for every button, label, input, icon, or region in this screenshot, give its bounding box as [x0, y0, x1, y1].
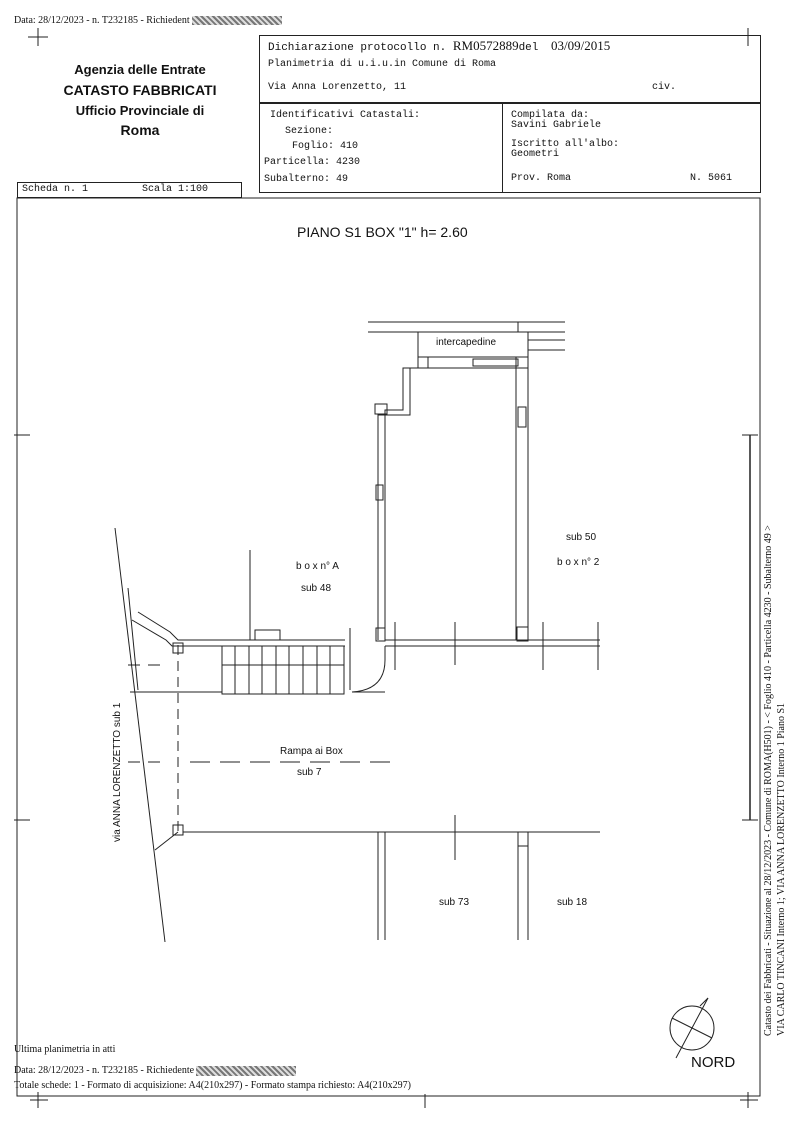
- compiler-name: Savini Gabriele: [511, 120, 602, 131]
- label-sub-7: sub 7: [297, 767, 322, 778]
- declaration-label: Dichiarazione protocollo n.: [268, 42, 447, 54]
- protocol-number: RM0572889: [452, 38, 519, 53]
- north-label: NORD: [691, 1054, 736, 1071]
- foglio-label: Foglio:: [292, 141, 335, 152]
- albo-label: Iscritto all'albo:: [511, 139, 620, 150]
- label-sub-50: sub 50: [566, 532, 597, 543]
- agency-office: Ufficio Provinciale di: [75, 103, 205, 118]
- particella-label: Particella:: [264, 157, 331, 168]
- sezione-label: Sezione:: [285, 126, 334, 137]
- footer-totale: Totale schede: 1 - Formato di acquisizione: A4(210x297) - Formato stampa richiesto: A4(210x297): [14, 1080, 411, 1091]
- label-rampa: Rampa ai Box: [280, 746, 343, 757]
- subalterno-value: 49: [336, 174, 349, 185]
- footer-data-line: [14, 1065, 296, 1076]
- label-sub-73: sub 73: [439, 897, 470, 908]
- label-sub-48: sub 48: [301, 583, 332, 594]
- footer-data-text: Data: 28/12/2023 - n. T232185 - Richiedente: [14, 1065, 195, 1076]
- foglio-value: 410: [340, 141, 359, 152]
- plan-title: PIANO S1 BOX "1" h= 2.60: [297, 224, 468, 240]
- agency-city: Roma: [120, 122, 160, 138]
- top-request-text: Data: 28/12/2023 - n. T232185 - Richiedent: [14, 15, 190, 26]
- planimetry-line: Planimetria di u.i.u.in Comune di Roma: [268, 59, 497, 70]
- address-line: Via Anna Lorenzetto, 11: [268, 82, 407, 93]
- identifiers-title: Identificativi Catastali:: [270, 110, 421, 121]
- label-sub-18: sub 18: [557, 897, 588, 908]
- particella-value: 4230: [336, 157, 361, 168]
- scala-label: Scala 1:100: [142, 184, 209, 195]
- registration-label: N.: [690, 173, 703, 184]
- del-label: del: [518, 42, 539, 54]
- label-box-a: b o x n° A: [296, 561, 339, 572]
- label-street: via ANNA LORENZETTO sub 1: [112, 702, 123, 842]
- albo-value: Geometri: [511, 149, 560, 160]
- label-intercapedine: intercapedine: [436, 337, 497, 348]
- prov-label: Prov.: [511, 173, 542, 184]
- prov-value: Roma: [547, 173, 572, 184]
- footer-ultima: Ultima planimetria in atti: [14, 1044, 116, 1055]
- side-cadastral-line: Catasto dei Fabbricati - Situazione al 28/12/2023 - Comune di ROMA(H501) - < Foglio 410 - Particella 4230 - Subalterno 49 >: [763, 525, 774, 1036]
- side-address-line: VIA CARLO TINCANI Interno 1; VIA ANNA LORENZETTO Interno 1 Piano S1: [776, 702, 787, 1036]
- drawing-frame: [17, 198, 760, 1096]
- compiler-title: Compilata da:: [511, 110, 590, 121]
- label-box-2: b o x n° 2: [557, 557, 600, 568]
- registration-number: 5061: [708, 173, 733, 184]
- agency-catasto: CATASTO FABBRICATI: [63, 82, 217, 98]
- declaration-date: 03/09/2015: [551, 38, 611, 53]
- subalterno-label: Subalterno:: [264, 174, 331, 185]
- redacted-requester-footer: [196, 1066, 296, 1076]
- scheda-label: Scheda n. 1: [22, 184, 89, 195]
- agency-name: Agenzia delle Entrate: [74, 62, 206, 77]
- civ-label: civ.: [652, 82, 677, 93]
